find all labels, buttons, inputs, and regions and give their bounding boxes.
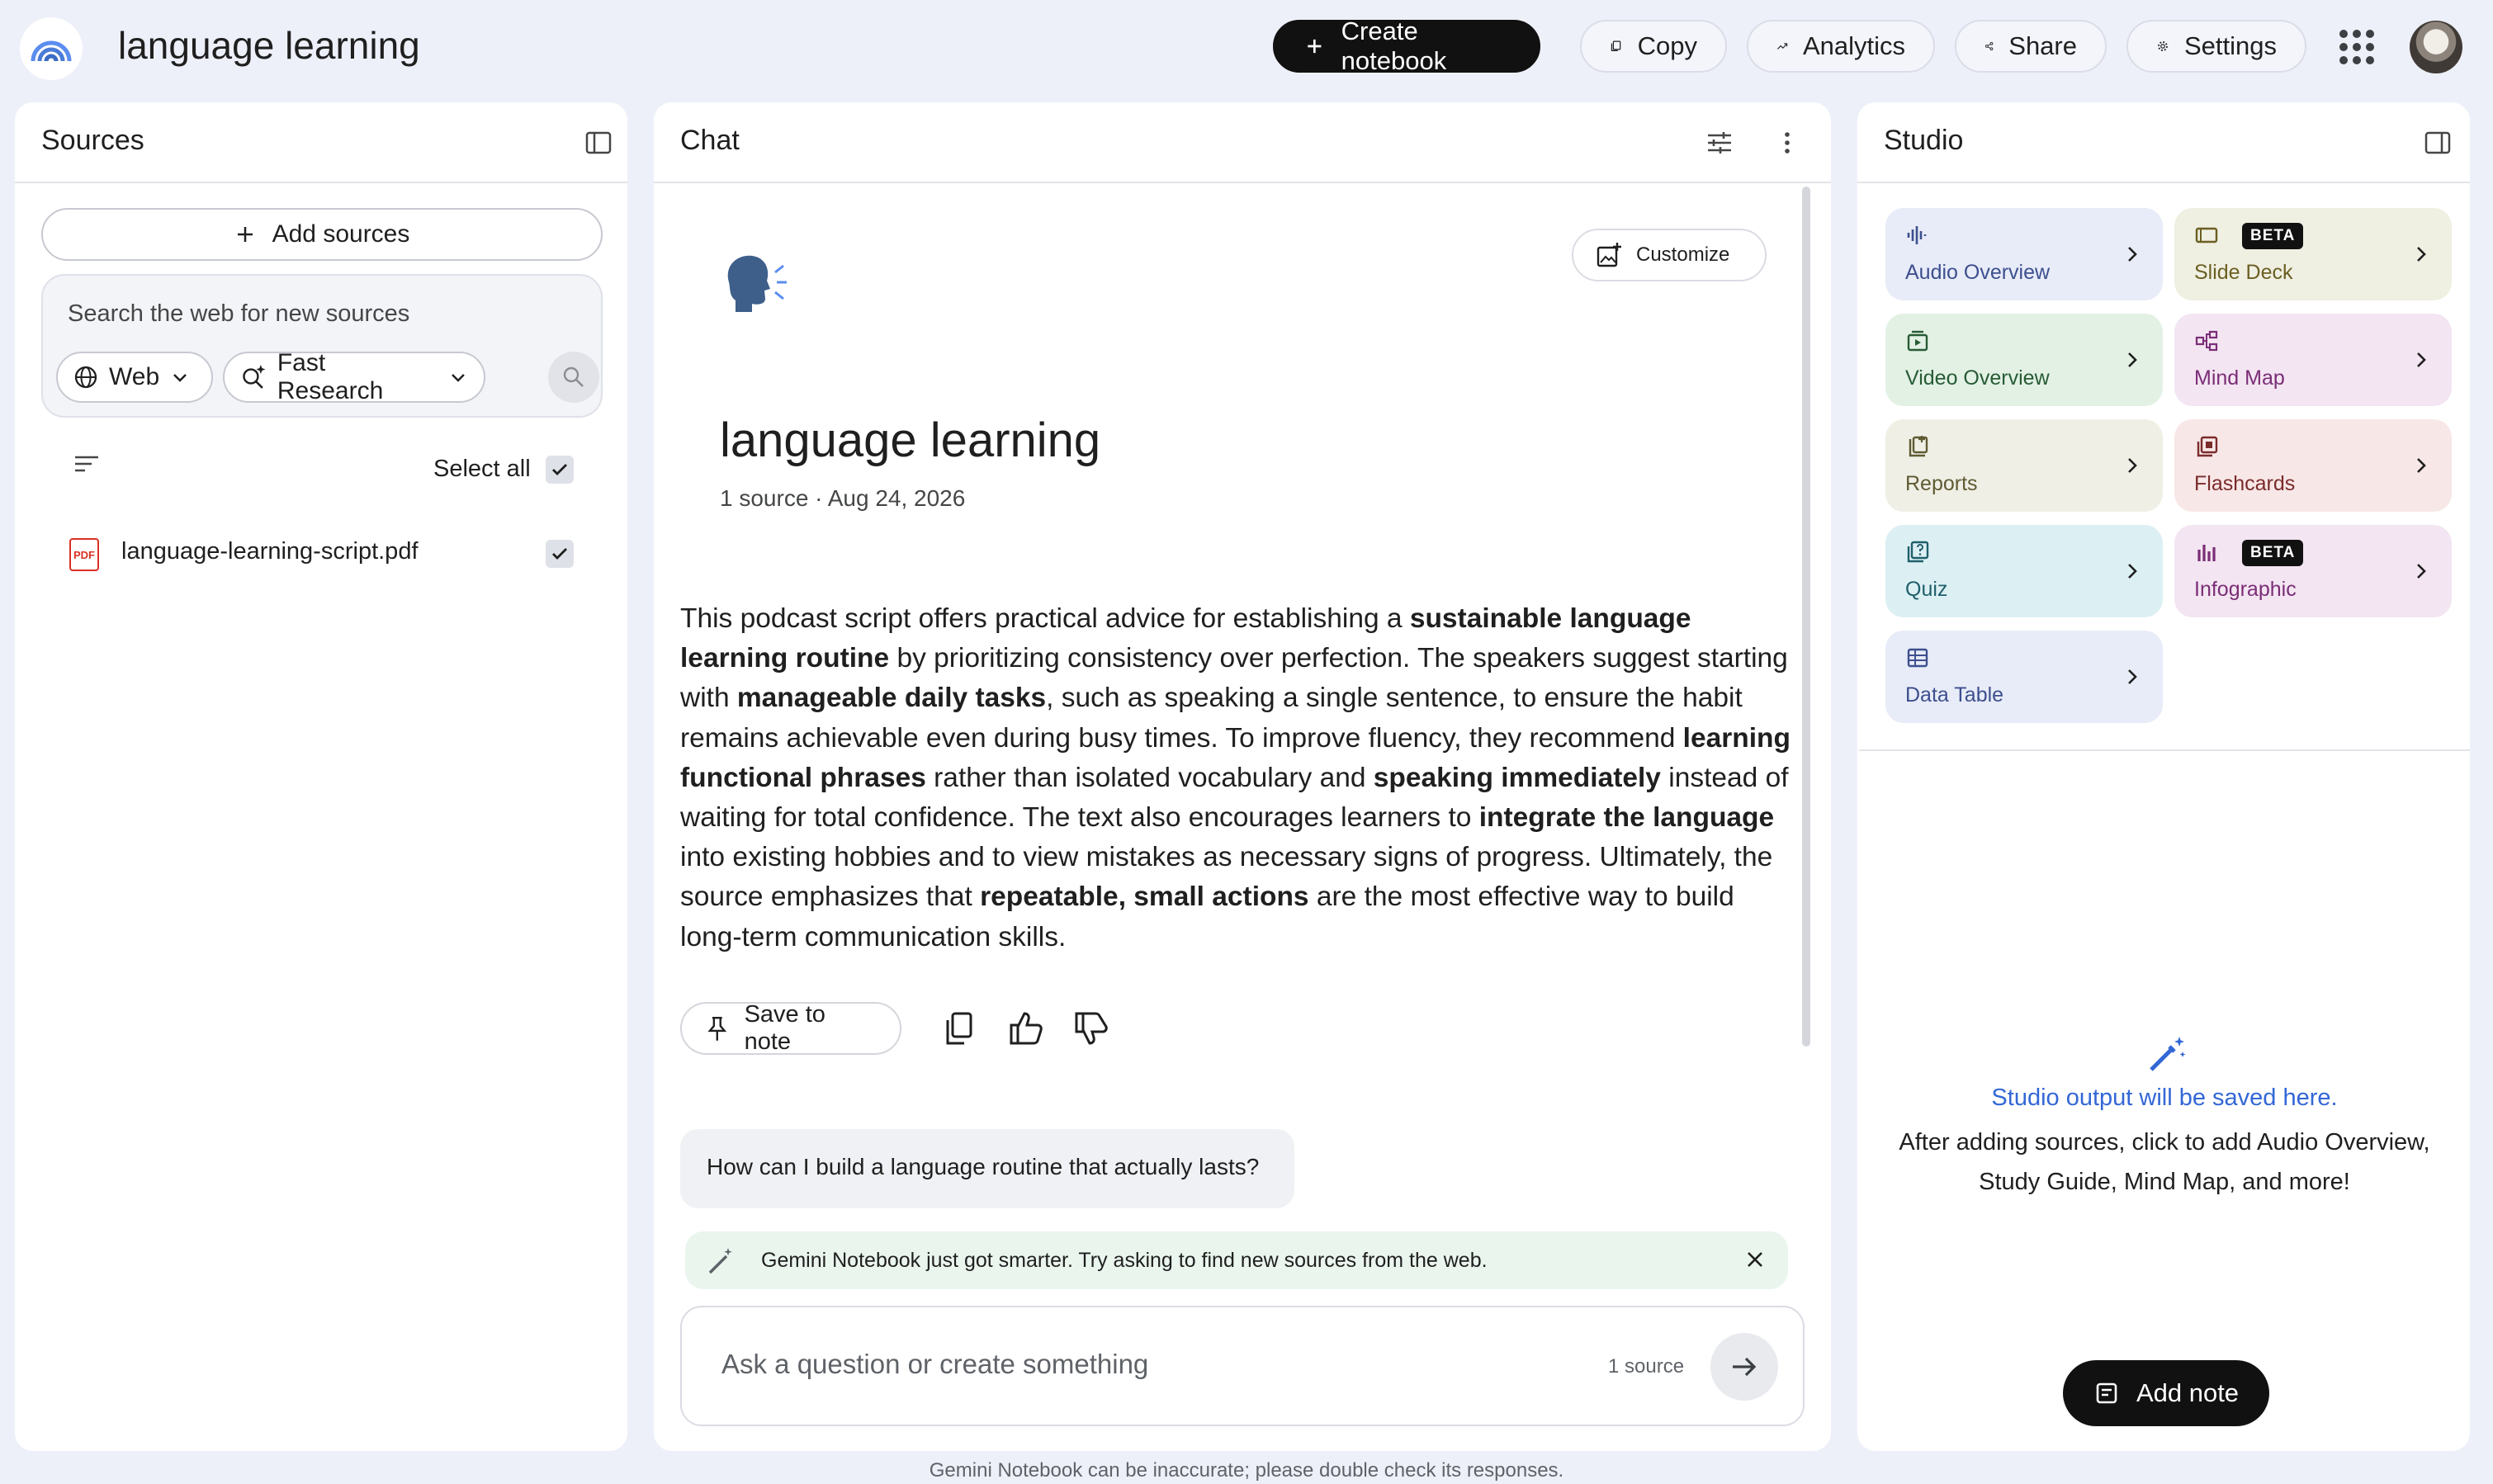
summary-text: are the most effective way to build long-term communication skills. xyxy=(680,881,1734,952)
studio-tile-label: Audio Overview xyxy=(1905,261,2051,284)
studio-tile-reports[interactable] xyxy=(1885,419,2163,512)
analytics-label: Analytics xyxy=(1802,31,1905,60)
studio-tile-label: Reports xyxy=(1905,472,1978,495)
search-icon xyxy=(561,365,586,390)
web-source-select[interactable] xyxy=(56,352,213,403)
studio-tile-infographic[interactable] xyxy=(2174,525,2452,617)
slides-icon xyxy=(2194,223,2219,248)
notebook-title[interactable]: language learning xyxy=(118,24,420,67)
video-icon xyxy=(1905,328,1930,353)
chevron-right-icon xyxy=(2409,559,2434,584)
summary-text: This podcast script offers practical advice for establishing a xyxy=(680,603,1410,634)
chevron-right-icon xyxy=(2120,559,2145,584)
studio-tile-data-table[interactable] xyxy=(1885,631,2163,723)
add-note-button[interactable] xyxy=(2063,1360,2269,1426)
banner-text: Gemini Notebook just got smarter. Try asking to find new sources from the web. xyxy=(761,1248,1488,1272)
share-icon xyxy=(1984,33,1994,59)
beta-badge: BETA xyxy=(2242,540,2303,566)
thumbs-up-icon[interactable] xyxy=(1006,1009,1046,1048)
web-search-input[interactable]: Search the web for new sources xyxy=(68,300,410,327)
chevron-down-icon xyxy=(169,366,191,388)
source-file-checkbox[interactable] xyxy=(546,540,574,568)
magic-wand-icon xyxy=(705,1245,736,1276)
sources-title: Sources xyxy=(41,125,144,156)
customize-label: Customize xyxy=(1636,243,1730,266)
studio-tile-flashcards[interactable] xyxy=(2174,419,2452,512)
top-bar xyxy=(0,0,2493,96)
infographic-icon xyxy=(2194,540,2219,565)
studio-divider xyxy=(1859,749,2470,751)
customize-button[interactable] xyxy=(1572,229,1767,281)
chat-title: Chat xyxy=(680,125,740,156)
studio-tile-mind-map[interactable] xyxy=(2174,314,2452,406)
apps-grid-icon[interactable] xyxy=(2339,30,2374,64)
copy-icon[interactable] xyxy=(940,1009,980,1048)
summary-emphasis: sustainable language learning routine xyxy=(680,603,1691,674)
check-icon xyxy=(549,459,570,480)
summary-text: , such as speaking a single sentence, to ensure the habit remains achievable even during busy times. To improve fluency, they recommend xyxy=(680,683,1743,754)
settings-button[interactable] xyxy=(2126,20,2306,73)
send-button[interactable] xyxy=(1710,1333,1778,1401)
disclaimer: Gemini Notebook can be inaccurate; please double check its responses. xyxy=(929,1459,1564,1482)
collapse-panel-icon[interactable] xyxy=(583,127,614,158)
save-to-note-label: Save to note xyxy=(744,1001,825,1055)
summary-emphasis: learning functional phrases xyxy=(680,722,1791,793)
chat-input[interactable]: Ask a question or create something xyxy=(721,1349,1149,1379)
notebook-summary xyxy=(680,599,1795,957)
sort-icon[interactable] xyxy=(73,454,101,475)
user-question-bubble: How can I build a language routine that actually lasts? xyxy=(680,1129,1294,1208)
select-all-label: Select all xyxy=(433,456,531,482)
search-submit-button[interactable] xyxy=(548,352,599,403)
copy-icon xyxy=(1610,33,1623,59)
copy-button[interactable] xyxy=(1580,20,1727,73)
research-chip-label: Fast Research xyxy=(277,349,384,404)
analytics-button[interactable] xyxy=(1747,20,1935,73)
save-to-note-button[interactable] xyxy=(680,1002,901,1055)
sources-header xyxy=(15,102,627,183)
pdf-icon: PDF xyxy=(69,538,99,571)
chevron-right-icon xyxy=(2120,347,2145,372)
reports-icon xyxy=(1905,434,1930,459)
studio-tile-label: Data Table xyxy=(1905,683,2004,707)
summary-text: into existing hobbies and to view mistakes as necessary signs of progress. Ultimately, the source emphasizes that xyxy=(680,842,1773,913)
add-sources-button[interactable] xyxy=(41,208,603,261)
arrow-right-icon xyxy=(1728,1350,1761,1383)
table-icon xyxy=(1905,645,1930,670)
chevron-down-icon xyxy=(447,366,469,388)
more-vert-icon[interactable] xyxy=(1772,127,1803,158)
tune-icon[interactable] xyxy=(1704,127,1735,158)
plus-icon xyxy=(1303,33,1327,59)
studio-empty-title: Studio output will be saved here. xyxy=(1991,1085,2338,1111)
settings-label: Settings xyxy=(2183,31,2277,60)
studio-header xyxy=(1857,102,2470,183)
summary-emphasis: integrate the language xyxy=(1478,802,1775,834)
studio-empty-body: After adding sources, click to add Audio Overview, Study Guide, Mind Map, and more! xyxy=(1899,1129,2430,1195)
avatar[interactable] xyxy=(2410,21,2462,73)
notebook-heading: language learning xyxy=(720,414,1101,467)
pin-icon xyxy=(705,1014,730,1042)
select-all-checkbox[interactable] xyxy=(546,456,574,484)
magic-pen-icon xyxy=(2146,1033,2188,1075)
close-icon[interactable] xyxy=(1742,1246,1768,1273)
summary-text: rather than isolated vocabulary and xyxy=(925,762,1374,793)
create-notebook-label: Create notebook xyxy=(1341,17,1447,75)
summary-emphasis: speaking immediately xyxy=(1373,762,1661,793)
summary-text: by prioritizing consistency over perfection. The speakers suggest starting with xyxy=(680,643,1788,714)
plus-icon xyxy=(234,224,256,245)
collapse-panel-icon[interactable] xyxy=(2422,127,2453,158)
studio-tile-label: Flashcards xyxy=(2194,472,2296,495)
sparkle-search-icon xyxy=(239,363,267,391)
note-icon xyxy=(2093,1380,2120,1406)
chat-scrollbar[interactable] xyxy=(1802,187,1810,1047)
summary-text: instead of waiting for total confidence. The text also encourages learners to xyxy=(680,762,1789,834)
check-icon xyxy=(549,543,570,565)
quiz-icon xyxy=(1905,540,1930,565)
web-search-box xyxy=(41,274,603,418)
chevron-right-icon xyxy=(2409,242,2434,267)
info-banner xyxy=(685,1231,1788,1289)
chevron-right-icon xyxy=(2409,347,2434,372)
source-count: 1 source xyxy=(1608,1355,1685,1378)
chevron-right-icon xyxy=(2120,242,2145,267)
summary-emphasis: repeatable, small actions xyxy=(980,881,1309,913)
studio-title: Studio xyxy=(1884,125,1964,156)
gear-icon xyxy=(2156,33,2169,59)
studio-tile-label: Infographic xyxy=(2194,578,2297,601)
add-note-label: Add note xyxy=(2136,1378,2240,1407)
chevron-right-icon xyxy=(2120,664,2145,689)
studio-tile-label: Quiz xyxy=(1905,578,1948,601)
copy-label: Copy xyxy=(1637,31,1697,60)
mind-map-icon xyxy=(2194,328,2219,353)
beta-badge: BETA xyxy=(2242,223,2303,249)
thumbs-down-icon[interactable] xyxy=(1071,1009,1111,1048)
studio-tile-label: Mind Map xyxy=(2194,366,2285,390)
studio-tile-video-overview[interactable] xyxy=(1885,314,2163,406)
sources-panel xyxy=(15,102,627,1451)
logo-icon xyxy=(30,35,73,63)
notebook-meta: 1 source · Aug 24, 2026 xyxy=(720,485,966,511)
summary-emphasis: manageable daily tasks xyxy=(736,683,1047,714)
chevron-right-icon xyxy=(2120,453,2145,478)
add-sources-label: Add sources xyxy=(272,220,410,248)
audio-wave-icon xyxy=(1905,223,1930,248)
source-file-name[interactable]: language-learning-script.pdf xyxy=(121,538,419,565)
research-mode-select[interactable] xyxy=(223,349,485,404)
share-label: Share xyxy=(2008,31,2077,60)
trend-up-icon xyxy=(1776,33,1788,59)
app-logo[interactable] xyxy=(20,17,83,80)
create-notebook-button[interactable] xyxy=(1273,17,1540,75)
image-edit-icon xyxy=(1595,241,1623,269)
studio-panel xyxy=(1857,102,2470,1451)
studio-tile-slide-deck[interactable] xyxy=(2174,208,2452,300)
chat-header xyxy=(654,102,1831,183)
chat-input-box[interactable] xyxy=(680,1306,1805,1426)
studio-tile-label: Slide Deck xyxy=(2194,261,2293,284)
studio-tile-audio-overview[interactable] xyxy=(1885,208,2163,300)
studio-tile-quiz[interactable] xyxy=(1885,525,2163,617)
chevron-right-icon xyxy=(2409,453,2434,478)
globe-icon xyxy=(73,364,99,390)
web-chip-label: Web xyxy=(109,363,160,390)
studio-tile-label: Video Overview xyxy=(1905,366,2050,390)
flashcards-icon xyxy=(2194,434,2219,459)
share-button[interactable] xyxy=(1955,20,2107,73)
speaking-head-icon xyxy=(719,251,788,314)
